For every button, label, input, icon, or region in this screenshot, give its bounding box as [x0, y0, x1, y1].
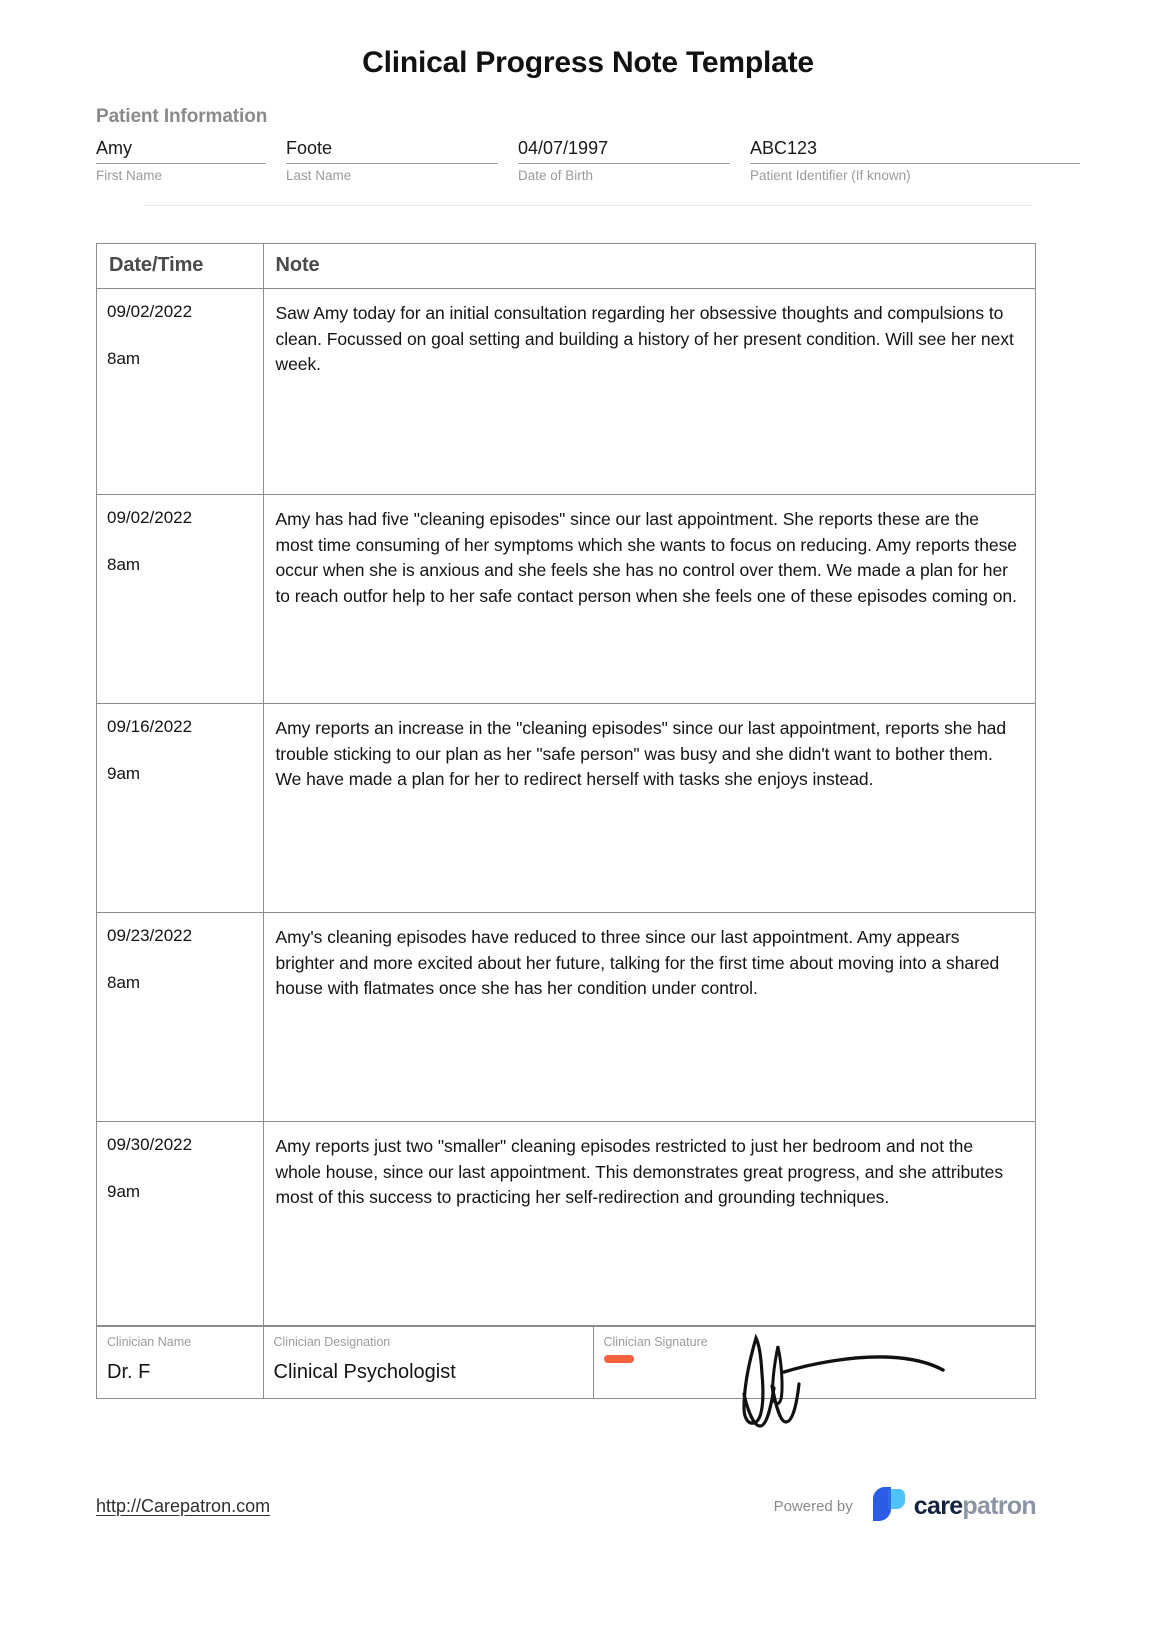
date-of-birth-label: Date of Birth	[518, 168, 594, 183]
field-patient-identifier[interactable]	[750, 137, 1080, 183]
carepatron-logo	[869, 1487, 1036, 1526]
cell-note: Amy reports an increase in the "cleaning episodes" since our last appointment, reports she had trouble sticking to our plan as her "safe person" was busy and she didn't want to bother them. We have made a plan for her to redirect herself with tasks she enjoys instead.	[263, 704, 1035, 913]
column-header-note: Note	[263, 244, 1035, 289]
field-last-name[interactable]	[286, 137, 518, 183]
cell-date-time	[97, 289, 263, 495]
note-time: 9am	[107, 1182, 141, 1201]
cell-note: Amy's cleaning episodes have reduced to three since our last appointment. Amy appears brighter and more excited about her future, talking for the first time about moving into a shared house with flatmates once she has her condition under control.	[263, 913, 1035, 1122]
column-header-date-time: Date/Time	[97, 244, 263, 289]
note-time: 8am	[107, 973, 141, 992]
first-name-value: Amy	[96, 138, 132, 158]
table-row[interactable]	[97, 495, 1035, 704]
table-row[interactable]	[97, 289, 1035, 495]
section-divider	[144, 205, 1032, 206]
cell-date-time	[97, 495, 263, 704]
note-time: 9am	[107, 764, 141, 783]
date-of-birth-value: 04/07/1997	[518, 138, 609, 158]
first-name-label: First Name	[96, 168, 163, 183]
cell-note: Amy reports just two "smaller" cleaning episodes restricted to just her bedroom and not the whole house, since our last appointment. This demonstrates great progress, and she attributes most of this success to practicing her self-redirection and grounding techniques.	[263, 1122, 1035, 1326]
clinician-footer-row	[97, 1326, 1035, 1398]
section-heading-patient-information: Patient Information	[96, 106, 268, 127]
signature-marker-icon	[604, 1355, 634, 1363]
cell-date-time	[97, 913, 263, 1122]
clinician-signature-block[interactable]	[594, 1327, 1036, 1398]
clinician-designation-block[interactable]	[264, 1327, 594, 1398]
patient-information-section	[0, 80, 1176, 206]
clinician-signature-label: Clinician Signature	[603, 1334, 708, 1349]
note-date: 09/30/2022	[107, 1135, 193, 1154]
cell-clinician-designation-signature	[263, 1326, 1035, 1398]
wordmark-care: care	[913, 1492, 963, 1520]
clinician-designation-value: Clinical Psychologist	[273, 1360, 456, 1383]
note-date: 09/02/2022	[107, 508, 193, 527]
table-row[interactable]	[97, 913, 1035, 1122]
page-footer	[96, 1487, 1036, 1526]
last-name-label: Last Name	[286, 168, 352, 183]
note-date: 09/16/2022	[107, 717, 193, 736]
progress-notes-table	[96, 243, 1036, 1399]
note-time: 8am	[107, 555, 141, 574]
cell-date-time	[97, 1122, 263, 1326]
table-header-row	[97, 244, 1035, 289]
powered-by-label: Powered by	[773, 1498, 853, 1515]
table-row[interactable]	[97, 704, 1035, 913]
patient-identifier-label: Patient Identifier (If known)	[750, 168, 911, 183]
field-date-of-birth[interactable]	[518, 137, 750, 183]
page-title: Clinical Progress Note Template	[362, 46, 814, 79]
cell-note: Saw Amy today for an initial consultation regarding her obsessive thoughts and compulsions to clean. Focussed on goal setting and building a history of her present condition. Will see her next week.	[263, 289, 1035, 495]
clinician-name-value: Dr. F	[107, 1360, 151, 1383]
cell-note: Amy has had five "cleaning episodes" since our last appointment. She reports these are the most time consuming of her symptoms which she wants to focus on reducing. Amy reports these occur when she is anxious and she feels she has no control over them. We made a plan for her to reach outfor help to her safe contact person when she feels one of these episodes coming on.	[263, 495, 1035, 704]
note-time: 8am	[107, 349, 141, 368]
clinician-name-label: Clinician Name	[107, 1334, 192, 1349]
carepatron-wordmark	[914, 1492, 1036, 1521]
clinician-designation-label: Clinician Designation	[273, 1334, 391, 1349]
last-name-value: Foote	[286, 138, 333, 158]
table-row[interactable]	[97, 1122, 1035, 1326]
powered-by-group	[774, 1487, 1036, 1526]
carepatron-logo-mark-icon	[869, 1487, 905, 1526]
cell-clinician-name[interactable]	[97, 1326, 263, 1398]
note-date: 09/02/2022	[107, 302, 193, 321]
patient-fields-row	[96, 137, 1080, 183]
field-first-name[interactable]	[96, 137, 286, 183]
patient-identifier-value: ABC123	[750, 138, 818, 158]
carepatron-website-link[interactable]: http://Carepatron.com	[96, 1496, 271, 1516]
cell-date-time	[97, 704, 263, 913]
note-date: 09/23/2022	[107, 926, 193, 945]
wordmark-patron: patron	[962, 1492, 1036, 1520]
